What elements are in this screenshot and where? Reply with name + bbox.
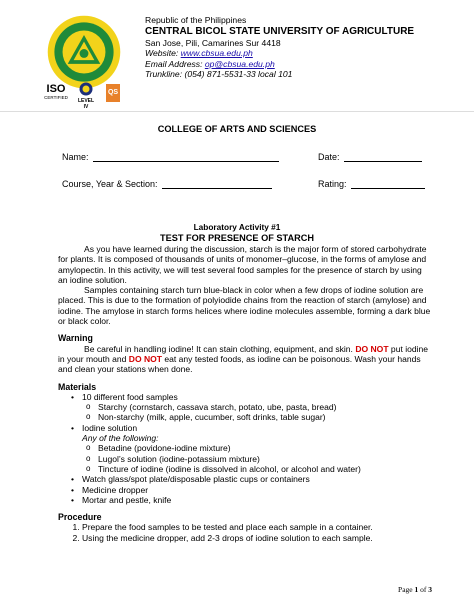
course-label: Course, Year & Section: [62,179,158,189]
address-line: San Jose, Pili, Camarines Sur 4418 [145,37,281,48]
procedure-steps [58,522,431,543]
list-item: o Betadine (povidone-iodine mixture) [98,443,431,453]
any-of-following-note: Any of the following: [82,433,159,444]
rating-blank[interactable] [351,179,425,189]
list-item: • Medicine dropper [82,485,431,495]
name-label: Name: [62,152,89,162]
list-item: o Starchy (cornstarch, cassava starch, potato, ube, pasta, bread) [98,402,431,412]
date-label: Date: [318,152,340,162]
republic-line: Republic of the Philippines [145,15,247,25]
university-seal-logo [47,15,121,89]
list-item: o Tincture of iodine (iodine is dissolved in alcohol, or alcohol and water) [98,464,431,474]
email-line: Email Address: op@cbsua.edu.ph [145,58,275,69]
do-not-emphasis-1: DO NOT [355,343,389,354]
qs-badge: QS [106,84,120,102]
procedure-heading: Procedure [58,512,102,523]
trunkline: Trunkline: (054) 871-5531-33 local 101 [145,69,293,80]
intro-paragraph-2: Samples containing starch turn blue-black in color when a few drops of iodine solution are placed. This is due to the formation of polyiodide chains from the reaction of starch (amylose) and iodine. The amylose in starch forms helices where iodine molecules assemble, forming a dark blue or black color. [58,285,431,327]
accreditation-emblem-icon [79,82,93,96]
list-item: • Watch glass/spot plate/disposable plastic cups or containers [82,474,431,484]
university-name: CENTRAL BICOL STATE UNIVERSITY OF AGRICULTURE [145,25,415,37]
level-badge: LEVEL IV [75,82,97,110]
email-link[interactable]: op@cbsua.edu.ph [204,58,275,69]
list-item: • Iodine solution Any of the following: o Betadine (povidone-iodine mixture) o Lugol’s solution (iodine-potassium mixture) o Tincture of iodine (iodine is dissolved in alcohol, or alcohol and water) [82,423,431,474]
website-line: Website: www.cbsua.edu.ph [145,48,253,59]
list-item: • 10 different food samples o Starchy (cornstarch, cassava starch, potato, ube, pasta, bread) o Non-starchy (milk, apple, cucumber, soft drinks, table sugar) [82,392,431,423]
do-not-emphasis-2: DO NOT [128,353,163,364]
page-number: Page 1 of 3 [398,585,432,594]
course-blank[interactable] [162,179,272,189]
activity-title: TEST FOR PRESENCE OF STARCH [160,232,314,243]
name-blank[interactable] [93,152,279,162]
list-item: • Mortar and pestle, knife [82,495,431,505]
procedure-step: 2. Using the medicine dropper, add 2-3 drops of iodine solution to each sample. [82,533,431,543]
warning-heading: Warning [58,333,93,344]
certification-badges [43,82,133,108]
course-field [62,179,272,189]
procedure-step: 1. Prepare the food samples to be tested and place each sample in a container. [82,522,431,532]
letterhead [145,15,465,80]
activity-number: Laboratory Activity #1 [193,222,281,232]
list-item: o Non-starchy (milk, apple, cucumber, soft drinks, table sugar) [98,412,431,422]
website-link[interactable]: www.cbsua.edu.ph [180,48,253,59]
intro-paragraph-1: As you have learned during the discussion, starch is the major form of stored carbohydrate for plants. It is composed of thousands of units of monomer–glucose, in the forms of amylose and amylopectin. In this activity, we will test several food samples for the presence of starch by using an iodine solution. [58,244,427,285]
activity-heading [0,222,474,243]
rating-label: Rating: [318,179,347,189]
materials-heading: Materials [58,381,97,392]
header-divider [0,111,474,112]
list-item: o Lugol’s solution (iodine-potassium mixture) [98,454,431,464]
date-field [318,152,422,162]
warning-paragraph: Be careful in handling iodine! It can stain clothing, equipment, and skin. DO NOT put iodine in your mouth and DO NOT eat any tested foods, as iodine can be poisonous. Wash your hands and clean your stations when done. [58,343,429,375]
materials-list [58,392,431,505]
rating-field [318,179,425,189]
document-body [58,244,431,543]
name-field [62,152,279,162]
date-blank[interactable] [344,152,422,162]
college-title: COLLEGE OF ARTS AND SCIENCES [157,124,317,134]
iso-badge: ISO CERTIFIED [44,83,68,100]
